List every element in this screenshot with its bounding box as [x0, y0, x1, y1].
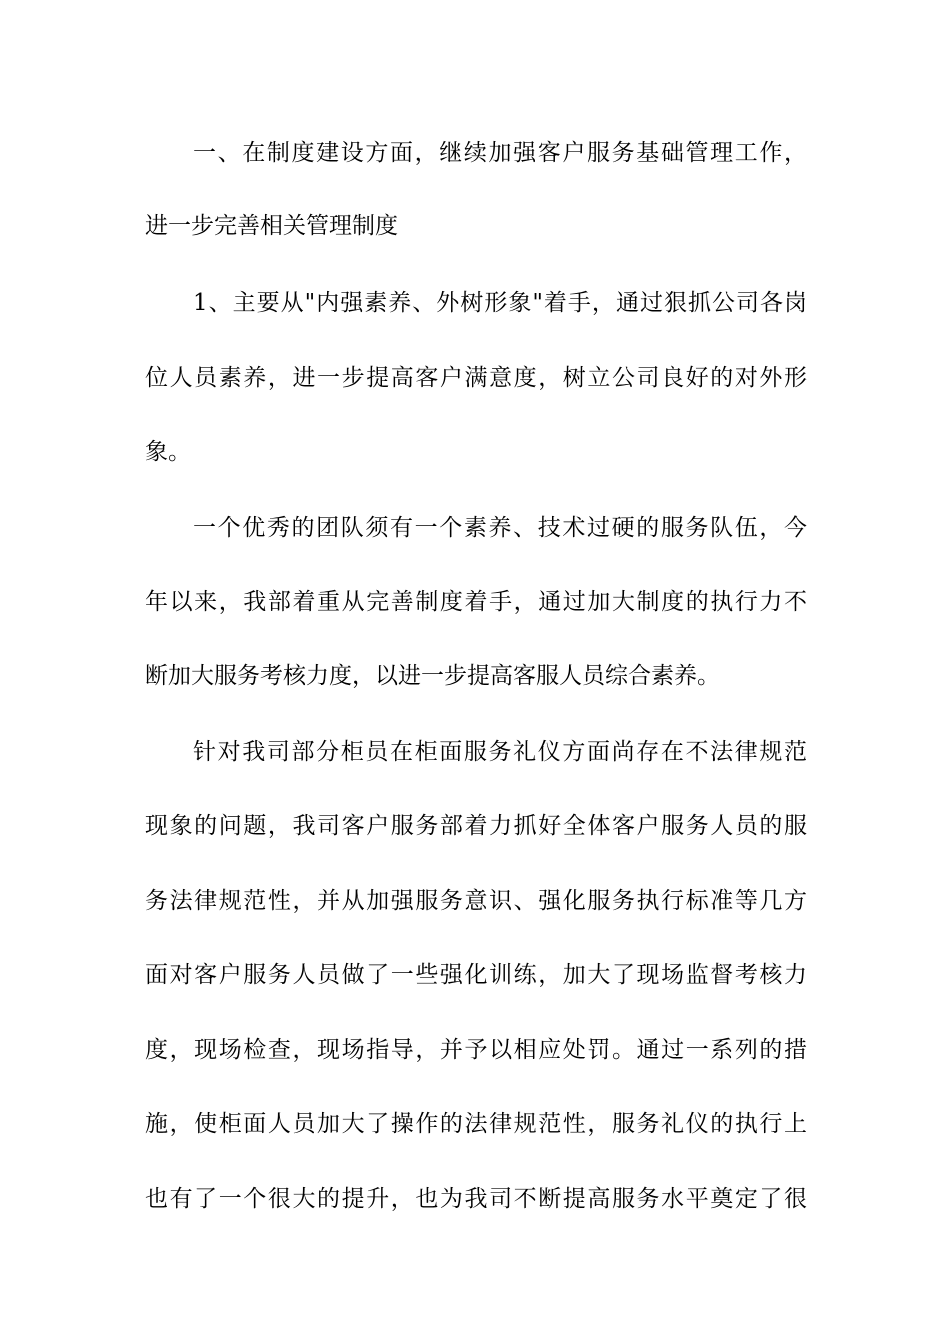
paragraph-4-line-2: 现象的问题，我司客户服务部着力抓好全体客户服务人员的服 [145, 813, 807, 839]
paragraph-4-line-1: 针对我司部分柜员在柜面服务礼仪方面尚存在不法律规范 [193, 739, 807, 765]
paragraph-4-line-6: 施，使柜面人员加大了操作的法律规范性，服务礼仪的执行上 [145, 1111, 807, 1137]
paragraph-4-line-5: 度，现场检查，现场指导，并予以相应处罚。通过一系列的措 [145, 1037, 807, 1063]
paragraph-1-line-1: 一、在制度建设方面，继续加强客户服务基础管理工作， [193, 140, 807, 166]
paragraph-3-line-1: 一个优秀的团队须有一个素养、技术过硬的服务队伍，今 [193, 515, 807, 541]
paragraph-2-line-2: 位人员素养，进一步提高客户满意度，树立公司良好的对外形 [145, 365, 807, 391]
paragraph-4-line-3: 务法律规范性，并从加强服务意识、强化服务执行标准等几方 [145, 888, 807, 914]
paragraph-3-line-3: 断加大服务考核力度，以进一步提高客服人员综合素养。 [145, 663, 720, 689]
paragraph-1-line-2: 进一步完善相关管理制度 [145, 213, 398, 239]
paragraph-3-line-2: 年以来，我部着重从完善制度着手，通过加大制度的执行力不 [145, 589, 807, 615]
paragraph-2-line-3: 象。 [145, 439, 191, 465]
paragraph-2-line-1: 1、主要从"内强素养、外树形象"着手，通过狠抓公司各岗 [193, 290, 807, 316]
paragraph-4-line-4: 面对客户服务人员做了一些强化训练，加大了现场监督考核力 [145, 962, 807, 988]
paragraph-4-line-7: 也有了一个很大的提升，也为我司不断提高服务水平奠定了很 [145, 1186, 807, 1212]
